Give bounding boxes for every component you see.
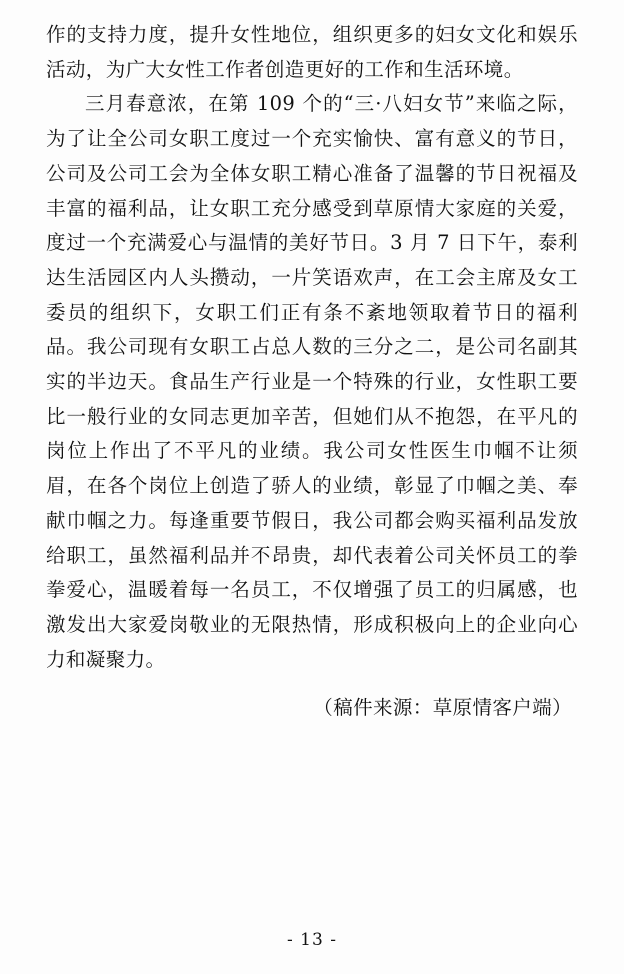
paragraph-continued: 作的支持力度，提升女性地位，组织更多的妇女文化和娱乐活动，为广大女性工作者创造更好的工作和生活环境。: [46, 23, 578, 81]
source-note: （稿件来源：草原情客户端）: [313, 696, 572, 720]
paragraph-main: 三月春意浓，在第 109 个的“三·八妇女节”来临之际，为了让全公司女职工度过一个充实愉快、富有意义的节日，公司及公司工会为全体女职工精心准备了温馨的节日祝福及丰富的福利品，让女职工充分感受到草原情大家庭的关爱，度过一个充满爱心与温情的美好节日。3 月 7 日下午，泰利达生活园区内人头攒动，一片笑语欢声，在工会主席及女工委员的组织下，女职工们正有条不紊地领取着节日的福利品。我公司现有女职工占总人数的三分之二，是公司名副其实的半边天。食品生产行业是一个特殊的行业，女性职工要比一般行业的女同志更加辛苦，但她们从不抱怨，在平凡的岗位上作出了不平凡的业绩。我公司女性医生巾帼不让须眉，在各个岗位上创造了骄人的业绩，彰显了巾帼之美、奉献巾帼之力。每逢重要节假日，我公司都会购买福利品发放给职工，虽然福利品并不昂贵，却代表着公司关怀员工的拳拳爱心，温暖着每一名员工，不仅增强了员工的归属感，也激发出大家爱岗敬业的无限热情，形成积极向上的企业向心力和凝聚力。: [46, 92, 578, 671]
document-body: [46, 18, 578, 726]
page-number: - 13 -: [287, 930, 337, 950]
